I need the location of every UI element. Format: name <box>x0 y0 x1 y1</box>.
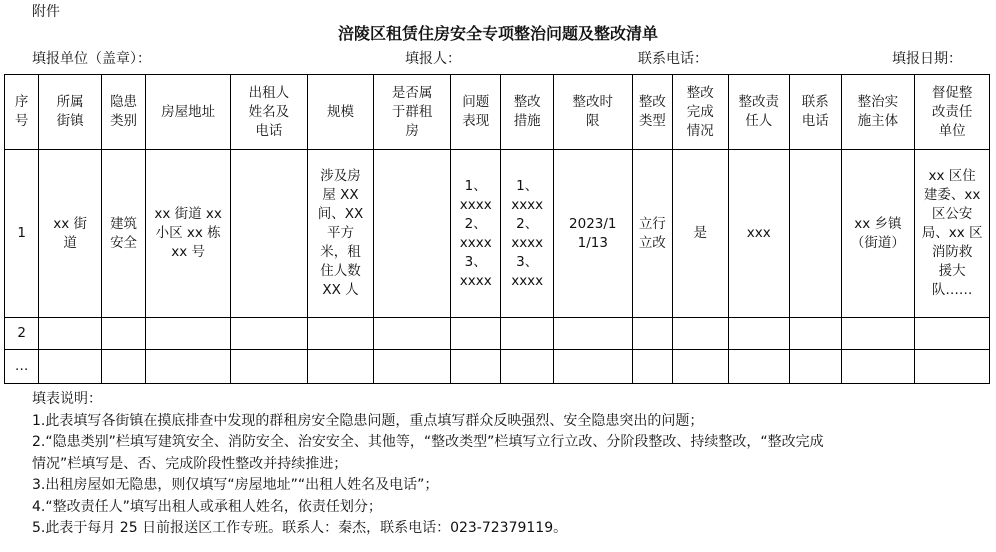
table-cell <box>39 318 102 350</box>
column-header <box>39 75 102 150</box>
header-row <box>5 75 990 150</box>
table-row <box>5 318 990 350</box>
table-cell <box>39 150 102 318</box>
column-header-label: 序 号 <box>14 94 29 129</box>
table-cell <box>841 350 915 384</box>
column-header <box>101 75 145 150</box>
column-header-label: 是否属 于群租 房 <box>391 84 433 139</box>
table-cell <box>501 150 553 318</box>
table-cell <box>501 318 553 350</box>
column-header-label: 房屋地址 <box>161 103 216 120</box>
cell-value: xx 乡镇 （街道） <box>850 215 905 251</box>
cell-value: 涉及房 屋 XX 间、XX 平方 米，租 住人数 XX 人 <box>317 168 364 298</box>
table-cell <box>728 150 790 318</box>
table-cell <box>632 350 672 384</box>
column-header-label: 出租人 姓名及 电话 <box>248 84 290 139</box>
column-header-label: 问题 表现 <box>462 94 490 129</box>
table-body <box>5 150 990 384</box>
instructions-list <box>32 411 992 540</box>
cell-value: 1、 xxxx 2、 xxxx 3、 xxxx <box>459 177 492 289</box>
table-cell <box>231 350 308 384</box>
table-cell <box>307 350 374 384</box>
column-header <box>5 75 39 150</box>
table-cell <box>101 350 145 384</box>
column-header <box>374 75 451 150</box>
table-cell <box>728 350 790 384</box>
table-cell <box>790 318 841 350</box>
table-cell <box>841 318 915 350</box>
cell-value: 2023/1 1/13 <box>569 215 617 251</box>
table-cell <box>632 318 672 350</box>
rectification-table <box>4 74 990 384</box>
instructions <box>32 389 992 540</box>
table-row <box>5 150 990 318</box>
column-header-label: 整改 措施 <box>513 94 541 129</box>
table-cell <box>790 150 841 318</box>
instruction-item: 3.出租房屋如无隐患，则仅填写“房屋地址”“出租人姓名及电话”； <box>32 477 439 493</box>
column-header <box>841 75 915 150</box>
column-header-label: 隐患 类别 <box>110 94 138 129</box>
table-cell <box>231 318 308 350</box>
cell-value: 1、 xxxx 2、 xxxx 3、 xxxx <box>511 177 544 289</box>
table-cell <box>5 318 39 350</box>
column-header <box>307 75 374 150</box>
column-header-label: 规模 <box>327 103 355 120</box>
table-header <box>5 75 990 150</box>
table-cell <box>307 150 374 318</box>
table-cell <box>728 318 790 350</box>
table-cell <box>451 318 501 350</box>
cell-value: xxx <box>746 225 771 241</box>
column-header-label: 整改 类型 <box>638 94 666 129</box>
cell-value: 建筑 安全 <box>110 215 138 251</box>
column-header-label: 整改 完成 情况 <box>686 84 714 139</box>
table-cell <box>5 350 39 384</box>
table-cell <box>673 318 729 350</box>
column-header <box>451 75 501 150</box>
table-cell <box>101 318 145 350</box>
cell-value: 2 <box>17 325 26 341</box>
instruction-item: 2.“隐患类别”栏填写建筑安全、消防安全、治安安全、其他等，“整改类型”栏填写立行立改、分阶段整改、持续整改，“整改完成 情况”栏填写是、否、完成阶段性整改并持续推进； <box>32 434 824 472</box>
column-header-label: 联系 电话 <box>801 94 829 129</box>
contact-phone-label: 联系电话： <box>638 51 708 67</box>
table-cell <box>673 350 729 384</box>
table-cell <box>307 318 374 350</box>
filler-label: 填报人： <box>405 51 461 67</box>
table-cell <box>374 150 451 318</box>
column-header-label: 整改责 任人 <box>738 94 780 129</box>
table-cell <box>915 318 990 350</box>
instructions-heading: 填表说明： <box>32 391 102 407</box>
cell-value: xx 区住 建委、xx 区公安 局、xx 区 消防救 援大 队…… <box>921 168 983 298</box>
column-header-label: 督促整 改责任 单位 <box>931 84 973 139</box>
document-title: 涪陵区租赁住房安全专项整治问题及整改清单 <box>337 24 658 43</box>
cell-value: 是 <box>693 225 707 241</box>
table-cell <box>146 350 231 384</box>
column-header <box>553 75 632 150</box>
column-header <box>146 75 231 150</box>
column-header-label: 所属 街镇 <box>56 94 84 129</box>
table-cell <box>39 350 102 384</box>
cell-value: xx 街 道 <box>53 215 87 251</box>
cell-value: 1 <box>17 225 26 241</box>
table-cell <box>451 150 501 318</box>
table-cell <box>374 350 451 384</box>
table-cell <box>632 150 672 318</box>
column-header <box>915 75 990 150</box>
table-cell <box>841 150 915 318</box>
table-cell <box>231 150 308 318</box>
table-cell <box>553 350 632 384</box>
column-header-label: 整治实 施主体 <box>857 94 899 129</box>
cell-value: 立行 立改 <box>638 215 666 251</box>
table-cell <box>553 318 632 350</box>
table-cell <box>790 350 841 384</box>
cell-value: … <box>14 358 29 374</box>
attachment-label: 附件 <box>32 4 60 20</box>
table-cell <box>146 318 231 350</box>
column-header <box>728 75 790 150</box>
table-cell <box>553 150 632 318</box>
column-header <box>231 75 308 150</box>
fill-unit-label: 填报单位（盖章）： <box>32 51 151 67</box>
table-cell <box>501 350 553 384</box>
table-cell <box>915 150 990 318</box>
column-header <box>501 75 553 150</box>
table-cell <box>146 150 231 318</box>
table-cell <box>673 150 729 318</box>
column-header-label: 整改时 限 <box>572 94 614 129</box>
table-row <box>5 350 990 384</box>
column-header <box>673 75 729 150</box>
table-cell <box>374 318 451 350</box>
cell-value: xx 街道 xx 小区 xx 栋 xx 号 <box>154 206 222 260</box>
column-header <box>790 75 841 150</box>
fill-date-label: 填报日期： <box>892 51 962 67</box>
instruction-item: 1.此表填写各街镇在摸底排查中发现的群租房安全隐患问题，重点填写群众反映强烈、安全隐患突出的问题； <box>32 412 704 429</box>
table-cell <box>915 350 990 384</box>
instruction-item: 5.此表于每月 25 日前报送区工作专班。联系人：秦杰，联系电话：023-72379119。 <box>32 520 568 536</box>
table-cell <box>101 150 145 318</box>
instruction-item: 4.“整改责任人”填写出租人或承租人姓名，依责任划分； <box>32 498 382 515</box>
table-cell <box>451 350 501 384</box>
column-header <box>632 75 672 150</box>
table-cell <box>5 150 39 318</box>
